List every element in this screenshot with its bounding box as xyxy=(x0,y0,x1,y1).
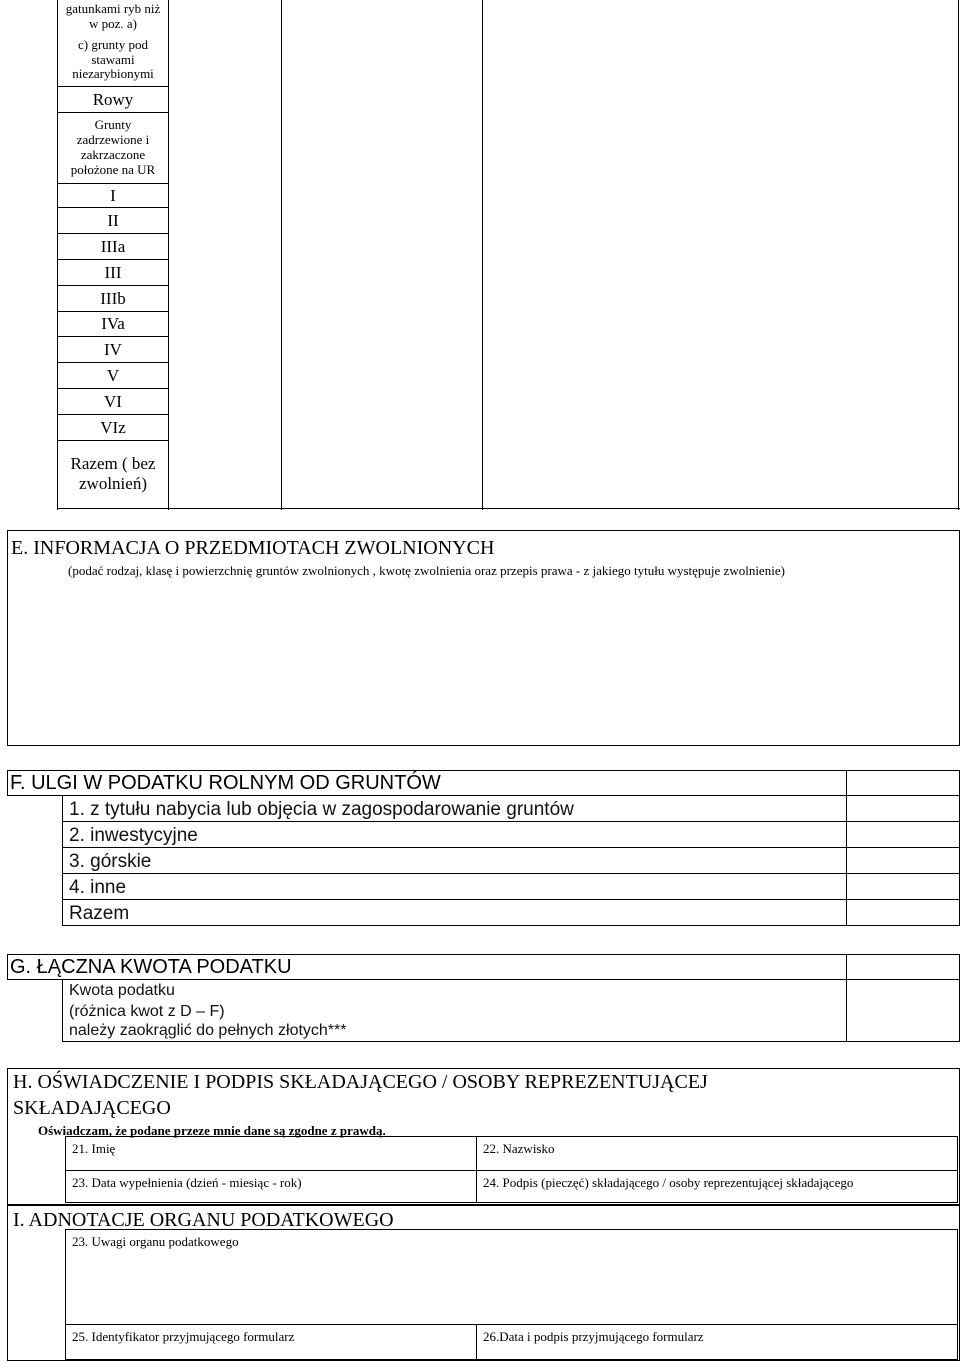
row-label: Razem ( bez zwolnień) xyxy=(70,454,156,493)
fill-date-field[interactable] xyxy=(65,1170,477,1203)
row-label: IIIb xyxy=(100,288,126,308)
column-input[interactable] xyxy=(282,0,482,508)
total-tax-input[interactable] xyxy=(846,979,960,1042)
receiver-id-field[interactable] xyxy=(65,1324,477,1360)
row-label: IV xyxy=(104,339,122,359)
section-e-input[interactable] xyxy=(11,583,956,741)
row-label: Grunty zadrzewione i zakrzaczone położone na UR xyxy=(70,117,156,177)
first-name-field[interactable] xyxy=(65,1136,477,1171)
row-label: I xyxy=(110,185,116,205)
section-f xyxy=(7,770,960,930)
relief-row-label: Razem xyxy=(69,903,130,924)
first-name-label: 21. Imię xyxy=(72,1141,116,1156)
total-tax-label: Kwota podatku xyxy=(69,982,175,999)
relief-row-label: 1. z tytułu nabycia lub objęcia w zagospodarowanie gruntów xyxy=(69,799,574,820)
section-h-title-cont: SKŁADAJĄCEGO xyxy=(13,1097,171,1119)
receiver-date-signature-field[interactable] xyxy=(476,1324,958,1360)
total-tax-note: (różnica kwot z D – F) xyxy=(69,1003,225,1020)
section-h xyxy=(7,1068,960,1205)
receiver-date-signature-label: 26.Data i podpis przyjmującego formularz xyxy=(483,1329,704,1344)
tax-office-remarks-field[interactable] xyxy=(65,1229,958,1325)
section-i-title: I. ADNOTACJE ORGANU PODATKOWEGO xyxy=(13,1209,394,1231)
section-f-title: F. ULGI W PODATKU ROLNYM OD GRUNTÓW xyxy=(10,772,441,794)
section-h-title: H. OŚWIADCZENIE I PODPIS SKŁADAJĄCEGO / OSOBY REPREZENTUJĄCEJ xyxy=(13,1071,708,1093)
row-label: IIIa xyxy=(100,236,126,256)
row-label: IVa xyxy=(101,314,125,334)
top-table xyxy=(57,0,960,510)
relief-value-input[interactable] xyxy=(846,873,960,900)
section-g xyxy=(7,954,960,1046)
section-e xyxy=(7,530,960,746)
section-f-header-value xyxy=(846,770,960,796)
relief-row-label: 2. inwestycyjne xyxy=(69,825,198,846)
row-label: V xyxy=(106,365,120,385)
signature-field[interactable] xyxy=(476,1170,958,1203)
section-e-title: E. INFORMACJA O PRZEDMIOTACH ZWOLNIONYCH xyxy=(11,537,495,559)
relief-row-label: 4. inne xyxy=(69,877,127,898)
last-name-label: 22. Nazwisko xyxy=(483,1141,555,1156)
fill-date-label: 23. Data wypełnienia (dzień - miesiąc - rok) xyxy=(72,1175,302,1190)
relief-value-input[interactable] xyxy=(846,821,960,848)
last-name-field[interactable] xyxy=(476,1136,958,1171)
relief-value-input[interactable] xyxy=(846,899,960,926)
row-label: c) grunty pod stawami niezarybionymi xyxy=(72,36,154,82)
declaration-statement: Oświadczam, że podane przeze mnie dane są zgodne z prawdą. xyxy=(38,1123,386,1138)
signature-label: 24. Podpis (pieczęć) składającego / osoby reprezentującej składającego xyxy=(483,1175,854,1190)
section-e-subtitle: (podać rodzaj, klasę i powierzchnię gruntów zwolnionych , kwotę zwolnienia oraz przepis prawa - z jakiego tytułu występuje zwolnienie) xyxy=(68,563,785,578)
tax-office-remarks-label: 23. Uwagi organu podatkowego xyxy=(72,1234,239,1249)
section-g-title: G. ŁĄCZNA KWOTA PODATKU xyxy=(10,956,292,978)
relief-value-input[interactable] xyxy=(846,847,960,874)
receiver-id-label: 25. Identyfikator przyjmującego formularz xyxy=(72,1329,295,1344)
section-i xyxy=(7,1205,960,1361)
row-label: gatunkami ryb niż w poz. a) xyxy=(65,1,161,31)
relief-value-input[interactable] xyxy=(846,795,960,822)
row-label: VIz xyxy=(100,417,126,437)
row-label: III xyxy=(104,262,122,282)
row-label: II xyxy=(107,210,119,230)
column-input[interactable] xyxy=(483,0,958,508)
total-tax-rounding: należy zaokrąglić do pełnych złotych*** xyxy=(69,1022,347,1039)
section-g-header-value xyxy=(846,954,960,980)
column-input[interactable] xyxy=(169,0,281,508)
row-label: VI xyxy=(104,391,122,411)
row-label: Rowy xyxy=(92,89,134,109)
relief-row-label: 3. górskie xyxy=(69,851,152,872)
